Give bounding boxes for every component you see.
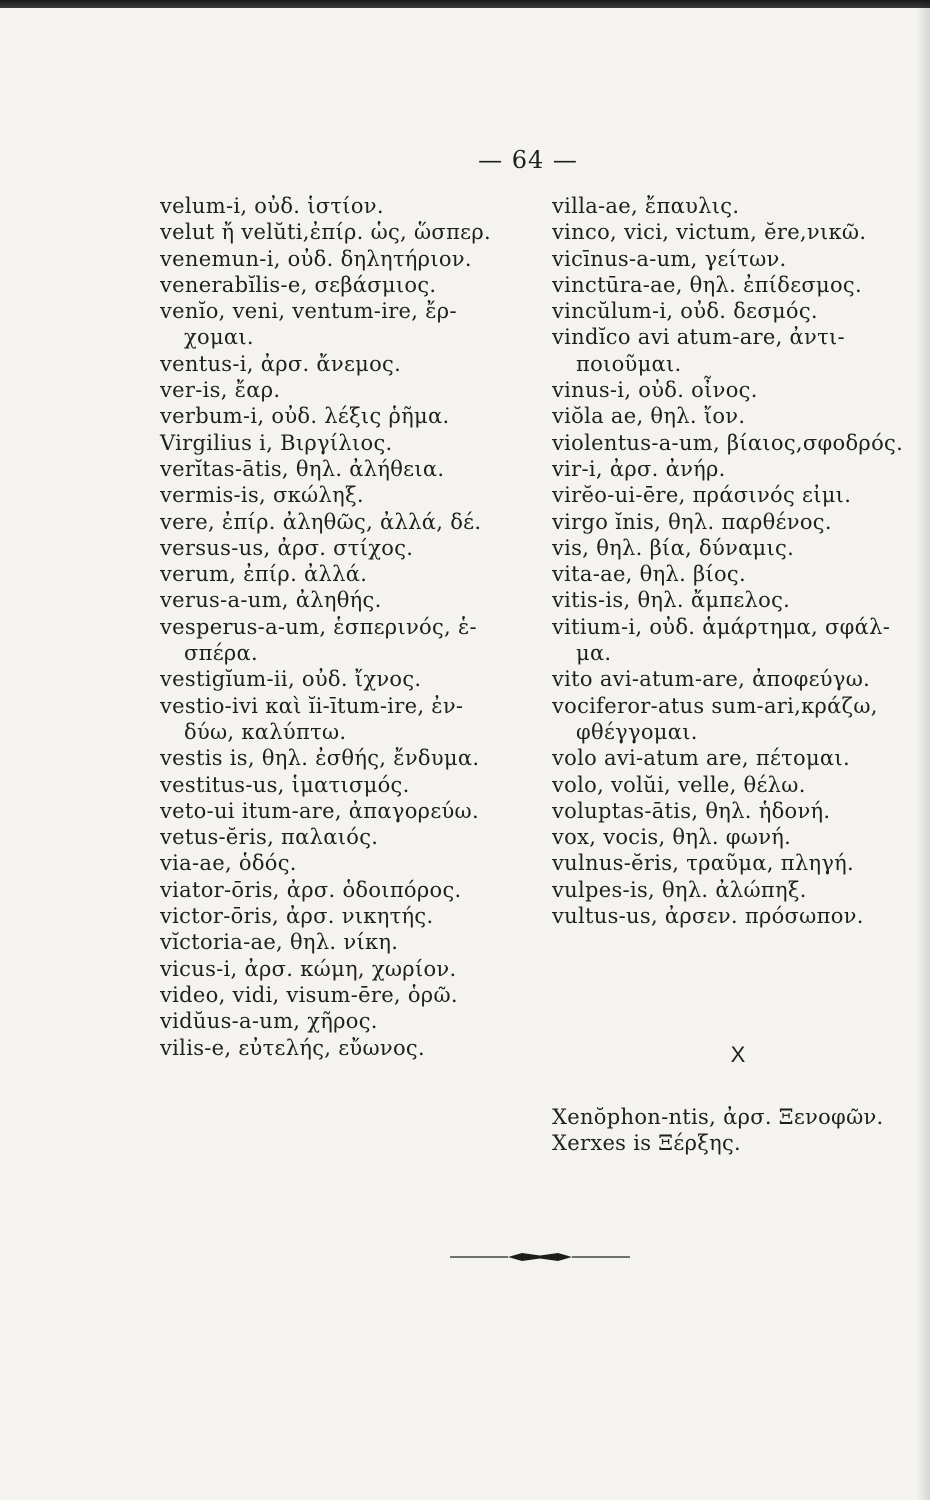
entry-line: vito avi-atum-are, ἀποφεύγω. bbox=[552, 667, 871, 692]
entry-line: venemun-i, οὐδ. δηλητήριον. bbox=[160, 246, 472, 271]
entry-continuation: μα. bbox=[576, 641, 612, 666]
entry-line: vultus-us, ἀρσεν. πρόσωπον. bbox=[552, 904, 864, 929]
entry-line: vicus-i, ἀρσ. κώμη, χωρίον. bbox=[160, 956, 457, 981]
entry-line: viator-ōris, ἀρσ. ὁδοιπόρος. bbox=[160, 877, 462, 902]
entry-line: vere, ἐπίρ. ἀληθῶς, ἀλλά, δέ. bbox=[160, 509, 482, 534]
end-ornament bbox=[450, 1250, 630, 1264]
entry-line: vicīnus-a-um, γείτων. bbox=[552, 246, 787, 271]
page-top-edge bbox=[0, 0, 930, 8]
entry-line: vidŭus-a-um, χῆρος. bbox=[160, 1009, 378, 1034]
entry-line: verĭtas-ātis, θηλ. ἀλήθεια. bbox=[160, 456, 445, 481]
entry-line: vinctūra-ae, θηλ. ἐπίδεσμος. bbox=[552, 272, 862, 297]
entry-continuation: σπέρα. bbox=[184, 641, 259, 666]
entry-line: venerabĭlis-e, σεβάσμιος. bbox=[160, 272, 437, 297]
section-x-entries bbox=[552, 1104, 924, 1157]
entry-line: Xerxes is Ξέρξης. bbox=[552, 1131, 741, 1156]
entry-line: verum, ἐπίρ. ἀλλά. bbox=[160, 562, 368, 587]
entry-line: vindĭco avi atum-are, ἀντι- bbox=[552, 325, 845, 350]
entry-continuation: δύω, καλύπτω. bbox=[184, 719, 347, 744]
entry-line: virĕo-ui-ēre, πράσινός εἰμι. bbox=[552, 483, 852, 508]
entry-line: vetus-ĕris, παλαιός. bbox=[160, 825, 379, 850]
entry-continuation: φθέγγομαι. bbox=[576, 719, 698, 744]
left-column bbox=[160, 193, 530, 1061]
entry-line: vestitus-us, ἱματισμός. bbox=[160, 772, 410, 797]
entry-line: vincŭlum-i, οὐδ. δεσμός. bbox=[552, 299, 818, 324]
entry-line: vir-i, ἀρσ. ἀνήρ. bbox=[552, 456, 726, 481]
entry-line: vitis-is, θηλ. ἄμπελος. bbox=[552, 588, 791, 613]
entry-line: victor-ōris, ἀρσ. νικητής. bbox=[160, 904, 434, 929]
entry-line: vinco, vici, victum, ĕre,νικῶ. bbox=[552, 220, 867, 245]
entry-line: villa-ae, ἔπαυλις. bbox=[552, 194, 740, 218]
entry-line: video, vidi, visum-ēre, ὁρῶ. bbox=[160, 982, 458, 1007]
entry-line: ventus-i, ἀρσ. ἄνεμος. bbox=[160, 351, 402, 376]
entry-line: vermis-is, σκώληξ. bbox=[160, 483, 364, 508]
entry-line: verbum-i, οὐδ. λέξις ῥῆμα. bbox=[160, 404, 450, 429]
entry-line: velum-i, οὐδ. ἱστίον. bbox=[160, 194, 384, 218]
entry-line: viŏla ae, θηλ. ἴον. bbox=[552, 404, 746, 429]
section-heading-x: X bbox=[730, 1042, 746, 1067]
entry-line: veto-ui itum-are, ἀπαγορεύω. bbox=[160, 798, 479, 823]
entry-line: Xenŏphon-ntis, ἀρσ. Ξενοφῶν. bbox=[552, 1105, 884, 1129]
entry-line: via-ae, ὁδός. bbox=[160, 851, 297, 876]
entry-line: voluptas-ātis, θηλ. ἡδονή. bbox=[552, 798, 831, 823]
entry-line: vox, vocis, θηλ. φωνή. bbox=[552, 825, 792, 850]
entry-line: virgo ĭnis, θηλ. παρθένος. bbox=[552, 509, 832, 534]
entry-line: vinus-i, οὐδ. οἶνος. bbox=[552, 378, 758, 403]
right-column bbox=[552, 193, 924, 929]
entry-line: volo avi-atum are, πέτομαι. bbox=[552, 746, 850, 771]
entry-line: velut ἤ velŭti,ἐπίρ. ὡς, ὥσπερ. bbox=[160, 220, 491, 245]
entry-line: vociferor-atus sum-ari,κράζω, bbox=[552, 693, 878, 718]
entry-line: vesperus-a-um, ἑσπερινός, ἑ- bbox=[160, 614, 477, 639]
entry-line: verus-a-um, ἀληθής. bbox=[160, 588, 382, 613]
entry-line: vis, θηλ. βία, δύναμις. bbox=[552, 535, 795, 560]
entry-line: vestigĭum-ii, οὐδ. ἴχνος. bbox=[160, 667, 422, 692]
entry-line: vĭctoria-ae, θηλ. νίκη. bbox=[160, 930, 399, 955]
entry-continuation: ποιοῦμαι. bbox=[576, 351, 682, 376]
entry-line: vulpes-is, θηλ. ἀλώπηξ. bbox=[552, 877, 807, 902]
entry-line: vestis is, θηλ. ἐσθής, ἔνδυμα. bbox=[160, 746, 480, 771]
entry-line: vitium-i, οὐδ. ἁμάρτημα, σφάλ- bbox=[552, 614, 891, 639]
entry-line: volo, volŭi, velle, θέλω. bbox=[552, 772, 806, 797]
entry-line: vilis-e, εὐτελής, εὔωνος. bbox=[160, 1035, 425, 1060]
entry-line: Virgilius i, Βιργίλιος. bbox=[160, 430, 393, 455]
entry-line: versus-us, ἀρσ. στίχος. bbox=[160, 535, 414, 560]
entry-line: vita-ae, θηλ. βίος. bbox=[552, 562, 746, 587]
entry-line: vestio-ivi καὶ ĭi-ītum-ire, ἐν- bbox=[160, 693, 464, 718]
entry-line: violentus-a-um, βίαιος,σφοδρός. bbox=[552, 430, 904, 455]
entry-line: ver-is, ἔαρ. bbox=[160, 378, 281, 403]
page-number: — 64 — bbox=[478, 146, 578, 174]
entry-line: venĭo, veni, ventum-ire, ἔρ- bbox=[160, 299, 457, 324]
entry-line: vulnus-ĕris, τραῦμα, πληγή. bbox=[552, 851, 855, 876]
entry-continuation: χομαι. bbox=[184, 325, 254, 350]
